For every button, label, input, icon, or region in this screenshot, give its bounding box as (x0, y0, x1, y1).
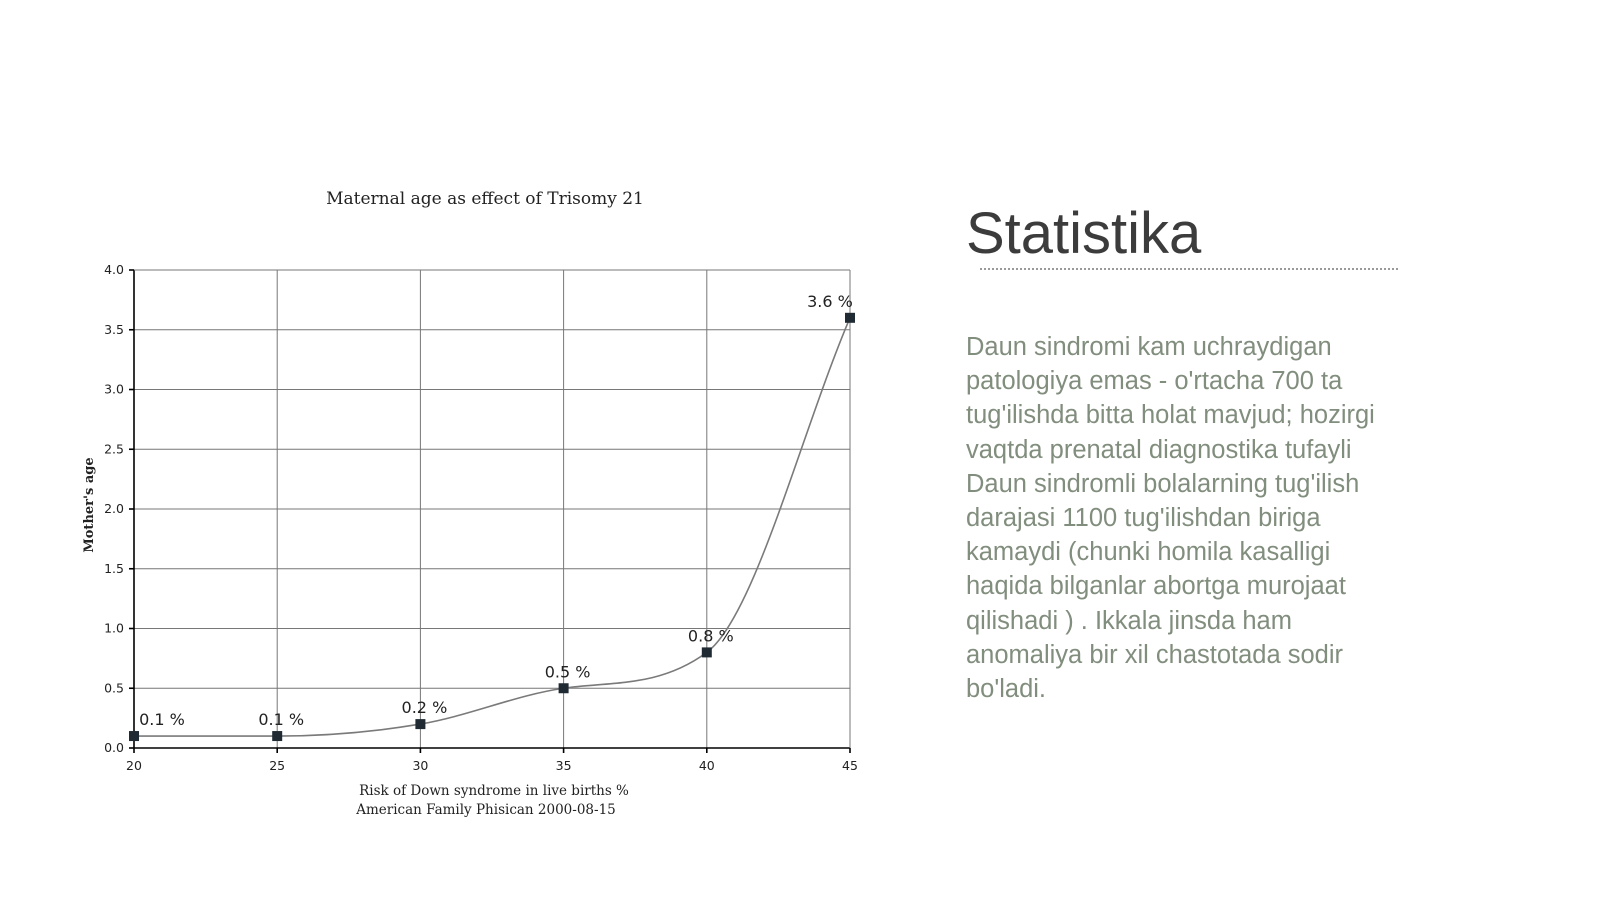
y-tick-label: 0.5 (104, 680, 124, 696)
data-point (415, 719, 425, 729)
chart-title: Maternal age as effect of Trisomy 21 (326, 189, 644, 209)
chart-source: American Family Phisican 2000-08-15 (356, 802, 616, 818)
data-point (272, 731, 282, 741)
data-points (129, 313, 855, 741)
x-tick-label: 40 (698, 758, 715, 773)
y-tick-label: 1.5 (104, 560, 124, 576)
x-tick-label: 25 (269, 758, 286, 773)
chart-grid (134, 270, 850, 748)
x-tick-label: 20 (126, 758, 142, 773)
y-tick-label: 0.0 (104, 740, 124, 755)
x-axis-label: Risk of Down syndrome in live births % (359, 783, 629, 799)
data-point (559, 683, 569, 693)
data-point (702, 647, 712, 657)
slide-title: Statistika (966, 201, 1202, 266)
data-label: 0.5 % (544, 662, 591, 682)
x-tick-labels (126, 758, 858, 773)
y-tick-label: 2.0 (104, 501, 124, 516)
data-label: 0.1 % (258, 710, 305, 730)
data-point (845, 313, 855, 323)
data-label: 0.2 % (401, 698, 448, 718)
data-label: 0.1 % (139, 710, 185, 730)
x-tick-label: 35 (555, 758, 572, 773)
data-label: 3.6 % (807, 291, 853, 311)
y-tick-label: 1.0 (104, 620, 124, 636)
data-point (129, 731, 139, 741)
x-tick-label: 30 (412, 758, 429, 773)
data-label: 0.8 % (687, 626, 734, 646)
y-tick-labels (104, 262, 124, 755)
series-line (134, 318, 850, 736)
y-tick-label: 2.5 (104, 441, 124, 457)
y-tick-label: 3.0 (104, 381, 124, 397)
slide-body-text: Daun sindromi kam uchraydigan patologiya emas - o'rtacha 700 ta tug'ilishda bitta holat mavjud; hozirgi vaqtda prenatal diagnostika tufayli Daun sindromli bolalarning tug'ilish darajasi 1100 tug'ilishdan biriga kamaydi (chunki homila kasalligi haqida bilganlar abortga murojaat qilishadi ) . Ikkala jinsda ham anomaliya bir xil chastotada sodir bo'ladi. (966, 333, 1375, 704)
y-axis-label: Mother's age (82, 457, 97, 553)
title-divider (980, 268, 1398, 270)
data-labels (139, 292, 853, 729)
chart-axes (129, 270, 850, 753)
y-tick-label: 4.0 (104, 262, 124, 277)
x-tick-label: 45 (842, 758, 858, 773)
y-tick-label: 3.5 (104, 321, 124, 337)
